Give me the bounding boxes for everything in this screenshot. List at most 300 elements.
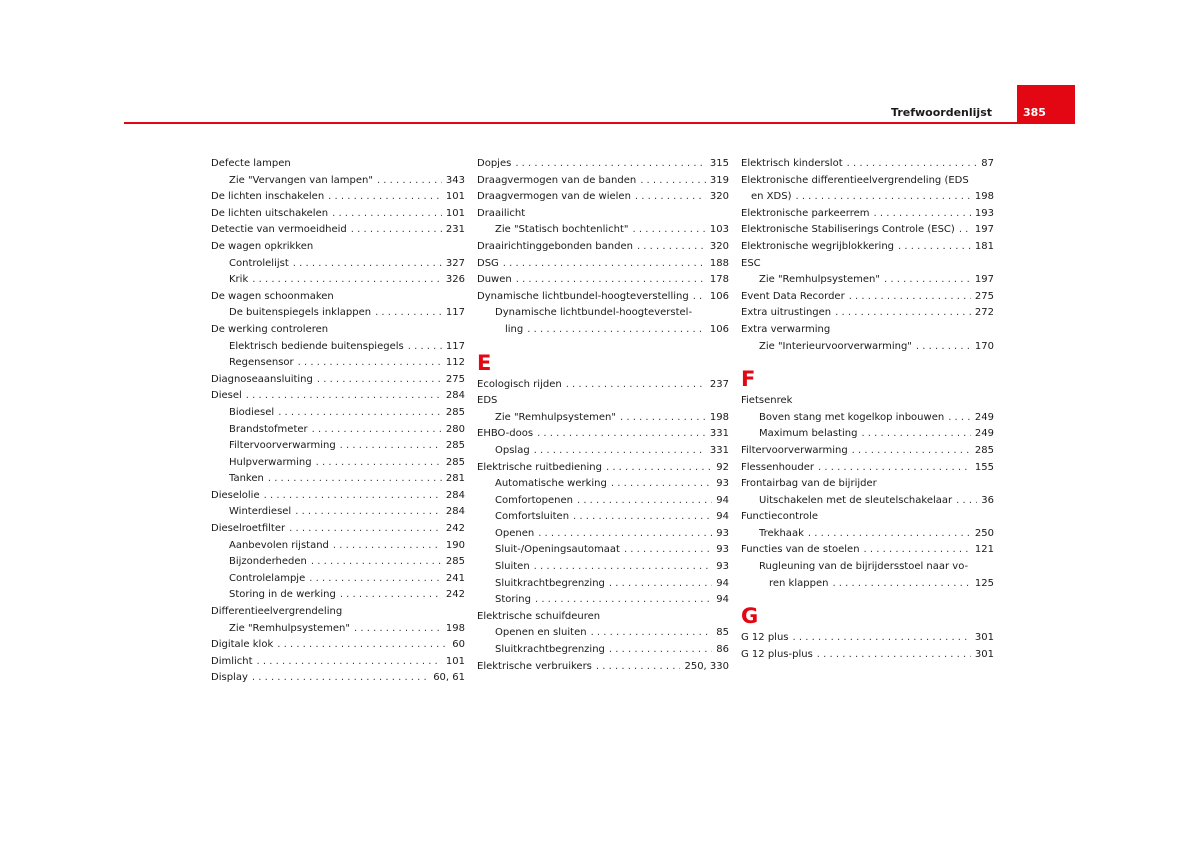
index-entry bbox=[211, 156, 465, 173]
index-subentry bbox=[211, 621, 465, 638]
index-entry-page: 94 bbox=[716, 577, 729, 589]
index-entry-page: 106 bbox=[709, 323, 729, 335]
leader-dots bbox=[573, 509, 712, 526]
leader-dots bbox=[377, 173, 442, 190]
index-entry-page: 188 bbox=[709, 257, 729, 269]
index-entry bbox=[741, 443, 994, 460]
index-entry-page: 193 bbox=[974, 207, 994, 219]
index-entry-term: Zie "Remhulpsystemen" bbox=[229, 622, 350, 634]
index-entry-page: 285 bbox=[974, 444, 994, 456]
index-entry-term: Uitschakelen met de sleutelschakelaar bbox=[759, 494, 953, 506]
index-entry bbox=[741, 289, 994, 306]
index-entry-term: Sluiten bbox=[495, 561, 530, 573]
index-entry-page: 280 bbox=[445, 423, 465, 435]
index-entry-page: 331 bbox=[709, 428, 729, 440]
index-entry-page: 94 bbox=[716, 594, 729, 606]
index-entry bbox=[477, 305, 729, 338]
index-entry bbox=[477, 426, 729, 443]
index-entry-term: Draairichtinggebonden banden bbox=[477, 240, 633, 252]
index-subentry bbox=[741, 272, 994, 289]
leader-dots bbox=[527, 322, 706, 339]
leader-dots bbox=[311, 554, 442, 571]
index-entry-term: Zie "Remhulpsystemen" bbox=[759, 274, 880, 286]
index-entry-term: Event Data Recorder bbox=[741, 290, 845, 302]
leader-dots bbox=[817, 647, 971, 664]
index-entry bbox=[211, 372, 465, 389]
index-entry-term: Draagvermogen van de banden bbox=[477, 174, 637, 186]
index-entry bbox=[477, 393, 729, 410]
index-entry-term: Display bbox=[211, 672, 248, 684]
index-entry-term: Regensensor bbox=[229, 357, 294, 369]
index-entry-term: De lichten uitschakelen bbox=[211, 207, 329, 219]
index-entry-term: Elektronische differentieelvergrendeling (EDS bbox=[741, 174, 969, 186]
index-entry-page: 36 bbox=[981, 494, 994, 506]
index-entry-page: 106 bbox=[709, 290, 729, 302]
leader-dots bbox=[637, 239, 706, 256]
page-number-box bbox=[1017, 85, 1075, 124]
index-entry-term: Openen en sluiten bbox=[495, 627, 587, 639]
index-entry bbox=[477, 189, 729, 206]
leader-dots bbox=[808, 526, 971, 543]
index-entry-term: Differentieelvergrendeling bbox=[211, 606, 343, 618]
leader-dots bbox=[408, 339, 442, 356]
index-subentry bbox=[741, 426, 994, 443]
index-entry bbox=[477, 460, 729, 477]
leader-dots bbox=[252, 670, 429, 687]
index-entry-page: 301 bbox=[974, 648, 994, 660]
index-entry bbox=[211, 488, 465, 505]
leader-dots bbox=[333, 538, 442, 555]
leader-dots bbox=[309, 571, 442, 588]
index-entry-page: 121 bbox=[974, 544, 994, 556]
index-entry-term: De buitenspiegels inklappen bbox=[229, 307, 372, 319]
index-entry-term: De wagen schoonmaken bbox=[211, 290, 334, 302]
index-entry-term: Aanbevolen rijstand bbox=[229, 539, 329, 551]
index-subentry bbox=[477, 493, 729, 510]
index-entry bbox=[741, 206, 994, 223]
index-entry-term: Extra uitrustingen bbox=[741, 307, 832, 319]
index-entry-term: Digitale klok bbox=[211, 639, 274, 651]
index-entry bbox=[741, 239, 994, 256]
leader-dots bbox=[624, 542, 712, 559]
index-entry-page: 198 bbox=[445, 622, 465, 634]
index-entry bbox=[741, 460, 994, 477]
index-entry-term: Winterdiesel bbox=[229, 506, 292, 518]
index-entry-page: 117 bbox=[445, 307, 465, 319]
leader-dots bbox=[818, 460, 971, 477]
index-entry-page: 249 bbox=[974, 411, 994, 423]
index-entry-page: 320 bbox=[709, 191, 729, 203]
index-entry-term: Comfortsluiten bbox=[495, 511, 570, 523]
leader-dots bbox=[916, 339, 971, 356]
index-entry-term: Controlelijst bbox=[229, 257, 289, 269]
index-subentry bbox=[211, 471, 465, 488]
index-entry-term: Diagnoseaansluiting bbox=[211, 373, 313, 385]
index-entry bbox=[211, 388, 465, 405]
leader-dots bbox=[328, 189, 442, 206]
leader-dots bbox=[959, 222, 971, 239]
page-title: Trefwoordenlijst bbox=[891, 106, 992, 119]
index-entry-line bbox=[759, 576, 994, 593]
index-entry-term: Maximum belasting bbox=[759, 428, 858, 440]
index-entry-page: 93 bbox=[716, 478, 729, 490]
leader-dots bbox=[252, 272, 442, 289]
index-entry-term: De wagen opkrikken bbox=[211, 240, 314, 252]
index-entry-page: 241 bbox=[445, 572, 465, 584]
index-subentry bbox=[211, 538, 465, 555]
index-entry bbox=[741, 222, 994, 239]
index-entry-page: 320 bbox=[709, 240, 729, 252]
index-entry bbox=[211, 654, 465, 671]
index-entry-term: Duwen bbox=[477, 274, 512, 286]
index-subentry bbox=[211, 256, 465, 273]
index-entry-term: Hulpverwarming bbox=[229, 456, 312, 468]
index-entry-term: Frontairbag van de bijrijder bbox=[741, 478, 877, 490]
index-entry bbox=[211, 670, 465, 687]
index-subentry bbox=[477, 526, 729, 543]
leader-dots bbox=[640, 173, 706, 190]
leader-dots bbox=[793, 630, 971, 647]
leader-dots bbox=[298, 355, 442, 372]
index-entry bbox=[741, 630, 994, 647]
index-entry bbox=[211, 521, 465, 538]
index-subentry bbox=[211, 173, 465, 190]
index-entry-page: 86 bbox=[716, 644, 729, 656]
index-entry-term: Zie "Vervangen van lampen" bbox=[229, 174, 373, 186]
leader-dots bbox=[566, 377, 706, 394]
leader-dots bbox=[278, 405, 442, 422]
index-entry-term: Filtervoorverwarming bbox=[229, 440, 336, 452]
index-entry bbox=[741, 542, 994, 559]
leader-dots bbox=[316, 455, 442, 472]
leader-dots bbox=[847, 156, 978, 173]
leader-dots bbox=[874, 206, 971, 223]
index-subentry bbox=[477, 443, 729, 460]
index-entry bbox=[741, 322, 994, 339]
index-subentry bbox=[477, 642, 729, 659]
index-subentry bbox=[741, 493, 994, 510]
index-entry-page: 198 bbox=[709, 411, 729, 423]
leader-dots bbox=[609, 576, 712, 593]
index-entry-term: Dynamische lichtbundel-hoogteverstelling bbox=[477, 290, 689, 302]
index-subentry bbox=[477, 576, 729, 593]
index-entry-term: Functiecontrole bbox=[741, 511, 819, 523]
index-entry-page: 101 bbox=[445, 191, 465, 203]
index-entry-term: Sluitkrachtbegrenzing bbox=[495, 577, 605, 589]
index-entry-term: Elektrische schuifdeuren bbox=[477, 610, 601, 622]
index-entry-page: 242 bbox=[445, 589, 465, 601]
index-entry-page: 284 bbox=[445, 489, 465, 501]
index-entry-term: Elektrisch bediende buitenspiegels bbox=[229, 340, 404, 352]
index-entry bbox=[741, 476, 994, 493]
leader-dots bbox=[295, 504, 442, 521]
index-entry-term: G 12 plus bbox=[741, 632, 789, 644]
index-subentry bbox=[477, 542, 729, 559]
index-entry-page: 93 bbox=[716, 544, 729, 556]
index-entry bbox=[477, 609, 729, 626]
index-subentry bbox=[211, 305, 465, 322]
index-entry-page: 198 bbox=[974, 191, 994, 203]
index-entry-page: 315 bbox=[709, 158, 729, 169]
index-entry-page: 103 bbox=[709, 224, 729, 236]
leader-dots bbox=[633, 222, 706, 239]
index-subentry bbox=[477, 509, 729, 526]
index-entry-term: Opslag bbox=[495, 444, 530, 456]
leader-dots bbox=[609, 642, 712, 659]
index-entry-page: 155 bbox=[974, 461, 994, 473]
leader-dots bbox=[606, 460, 712, 477]
index-entry-line bbox=[741, 189, 994, 206]
index-entry-term: Dieselolie bbox=[211, 489, 260, 501]
index-entry-term: Boven stang met kogelkop inbouwen bbox=[759, 411, 945, 423]
index-entry-page: 178 bbox=[709, 274, 729, 286]
leader-dots bbox=[351, 222, 442, 239]
index-entry-term: G 12 plus-plus bbox=[741, 648, 813, 660]
index-entry-term: Elektronische parkeerrem bbox=[741, 207, 870, 219]
index-entry-term: Dimlicht bbox=[211, 655, 253, 667]
index-entry bbox=[477, 377, 729, 394]
leader-dots bbox=[956, 493, 977, 510]
index-entry-term: Zie "Interieurvoorverwarming" bbox=[759, 340, 912, 352]
index-entry bbox=[741, 559, 994, 592]
index-subentry bbox=[477, 222, 729, 239]
section-letter: G bbox=[741, 604, 759, 629]
index-subentry bbox=[211, 504, 465, 521]
index-subentry bbox=[211, 455, 465, 472]
leader-dots bbox=[852, 443, 971, 460]
index-entry-term: De lichten inschakelen bbox=[211, 191, 325, 203]
index-subentry bbox=[477, 410, 729, 427]
index-subentry bbox=[211, 355, 465, 372]
index-subentry bbox=[211, 405, 465, 422]
leader-dots bbox=[832, 576, 970, 593]
index-entry-page: 326 bbox=[445, 274, 465, 286]
index-entry-term: EDS bbox=[477, 395, 498, 407]
index-subentry bbox=[477, 592, 729, 609]
leader-dots bbox=[795, 189, 970, 206]
leader-dots bbox=[515, 156, 706, 173]
index-entry bbox=[741, 393, 994, 410]
index-entry-term: Comfortopenen bbox=[495, 494, 573, 506]
index-entry-term: Zie "Remhulpsystemen" bbox=[495, 411, 616, 423]
index-entry bbox=[211, 289, 465, 306]
index-entry bbox=[741, 173, 994, 206]
index-entry-page: 101 bbox=[445, 655, 465, 667]
header-rule bbox=[124, 122, 1075, 124]
leader-dots bbox=[257, 654, 442, 671]
leader-dots bbox=[538, 526, 712, 543]
index-subentry bbox=[211, 554, 465, 571]
index-entry-page: 285 bbox=[445, 440, 465, 452]
leader-dots bbox=[849, 289, 971, 306]
index-subentry bbox=[211, 272, 465, 289]
index-subentry bbox=[477, 625, 729, 642]
leader-dots bbox=[516, 272, 706, 289]
index-entry-term: Draagvermogen van de wielen bbox=[477, 191, 631, 203]
index-entry-term: Detectie van vermoeidheid bbox=[211, 224, 347, 236]
index-entry-page: 275 bbox=[974, 290, 994, 302]
index-entry-page: 281 bbox=[445, 473, 465, 485]
leader-dots bbox=[596, 659, 681, 676]
index-entry-page: 250, 330 bbox=[684, 660, 729, 672]
index-entry bbox=[477, 272, 729, 289]
index-entry-page: 272 bbox=[974, 307, 994, 319]
section-letter: F bbox=[741, 367, 756, 392]
index-entry-page: 197 bbox=[974, 224, 994, 236]
index-entry-term: Sluitkrachtbegrenzing bbox=[495, 644, 605, 656]
index-entry-page: 284 bbox=[445, 506, 465, 518]
index-entry-page: 190 bbox=[445, 539, 465, 551]
index-entry-term: Brandstofmeter bbox=[229, 423, 308, 435]
index-subentry bbox=[211, 438, 465, 455]
index-entry-term: Elektronische wegrijblokkering bbox=[741, 240, 895, 252]
index-entry-page: 197 bbox=[974, 274, 994, 286]
index-entry bbox=[741, 256, 994, 273]
index-entry bbox=[477, 659, 729, 676]
index-entry-page: 112 bbox=[445, 357, 465, 369]
index-entry-page: 92 bbox=[716, 461, 729, 473]
index-subentry bbox=[741, 410, 994, 427]
index-entry-page: 60, 61 bbox=[433, 672, 465, 684]
index-entry-page: 87 bbox=[981, 158, 994, 169]
index-entry-term: DSG bbox=[477, 257, 499, 269]
leader-dots bbox=[354, 621, 442, 638]
index-entry-term: Zie "Statisch bochtenlicht" bbox=[495, 224, 629, 236]
index-entry-term: Controlelampje bbox=[229, 572, 306, 584]
index-column-2 bbox=[477, 156, 729, 675]
index-entry-term: Dopjes bbox=[477, 158, 512, 169]
index-entry-page: 93 bbox=[716, 527, 729, 539]
leader-dots bbox=[611, 476, 712, 493]
leader-dots bbox=[340, 587, 442, 604]
index-entry-page: 125 bbox=[974, 577, 994, 589]
index-entry-page: 85 bbox=[716, 627, 729, 639]
leader-dots bbox=[948, 410, 971, 427]
leader-dots bbox=[861, 426, 970, 443]
index-entry-term: Elektrisch kinderslot bbox=[741, 158, 843, 169]
index-entry-term: Tanken bbox=[229, 473, 264, 485]
index-entry bbox=[211, 222, 465, 239]
index-entry-page: 93 bbox=[716, 561, 729, 573]
index-entry bbox=[211, 322, 465, 339]
index-entry-term: Sluit-/Openingsautomaat bbox=[495, 544, 620, 556]
index-entry-page: 249 bbox=[974, 428, 994, 440]
index-entry-page: 301 bbox=[974, 632, 994, 644]
leader-dots bbox=[577, 493, 712, 510]
index-entry-page: 94 bbox=[716, 511, 729, 523]
index-entry bbox=[741, 509, 994, 526]
leader-dots bbox=[264, 488, 442, 505]
index-entry bbox=[477, 239, 729, 256]
index-entry-term: Dieselroetfilter bbox=[211, 523, 286, 535]
index-entry-page: 331 bbox=[709, 444, 729, 456]
index-subentry bbox=[477, 476, 729, 493]
index-column-3 bbox=[741, 156, 994, 663]
index-entry-page: 237 bbox=[709, 378, 729, 390]
index-entry-term: Dynamische lichtbundel-hoogteverstel- bbox=[495, 307, 693, 319]
index-entry bbox=[211, 604, 465, 621]
index-entry bbox=[211, 206, 465, 223]
index-entry-page: 242 bbox=[445, 523, 465, 535]
index-entry-term: Extra verwarming bbox=[741, 323, 831, 335]
index-entry-term: Draailicht bbox=[477, 207, 526, 219]
leader-dots bbox=[289, 521, 442, 538]
index-entry-page: 60 bbox=[452, 639, 465, 651]
index-entry-term-continued: ling bbox=[505, 323, 524, 335]
leader-dots bbox=[535, 592, 712, 609]
index-entry-term-continued: en XDS) bbox=[751, 191, 792, 203]
index-entry-term: Biodiesel bbox=[229, 406, 275, 418]
leader-dots bbox=[864, 542, 971, 559]
leader-dots bbox=[317, 372, 442, 389]
index-entry-page: 181 bbox=[974, 240, 994, 252]
leader-dots bbox=[246, 388, 442, 405]
index-entry-term: Fietsenrek bbox=[741, 395, 793, 407]
index-entry-term: Automatische werking bbox=[495, 478, 607, 490]
leader-dots bbox=[293, 256, 442, 273]
index-entry-term: Elektrische verbruikers bbox=[477, 660, 592, 672]
index-entry-term: Storing bbox=[495, 594, 531, 606]
index-entry-page: 117 bbox=[445, 340, 465, 352]
index-entry bbox=[477, 256, 729, 273]
index-entry bbox=[211, 239, 465, 256]
index-entry-term: Flessenhouder bbox=[741, 461, 814, 473]
index-subentry bbox=[211, 571, 465, 588]
index-entry-page: 170 bbox=[974, 340, 994, 352]
index-entry-term: Krik bbox=[229, 274, 249, 286]
index-entry-page: 94 bbox=[716, 494, 729, 506]
index-entry-term: Trekhaak bbox=[759, 527, 804, 539]
leader-dots bbox=[898, 239, 971, 256]
index-entry-page: 275 bbox=[445, 373, 465, 385]
leader-dots bbox=[635, 189, 706, 206]
index-subentry bbox=[741, 526, 994, 543]
index-subentry bbox=[211, 422, 465, 439]
index-subentry bbox=[477, 559, 729, 576]
index-entry-term: Filtervoorverwarming bbox=[741, 444, 848, 456]
leader-dots bbox=[340, 438, 442, 455]
index-entry-page: 101 bbox=[445, 207, 465, 219]
index-entry bbox=[211, 189, 465, 206]
index-entry-term: Elektronische Stabiliserings Controle (ESC) bbox=[741, 224, 955, 236]
leader-dots bbox=[884, 272, 971, 289]
index-entry-term: Diesel bbox=[211, 390, 242, 402]
section-letter: E bbox=[477, 350, 492, 375]
leader-dots bbox=[534, 559, 713, 576]
index-entry-term: EHBO-doos bbox=[477, 428, 534, 440]
index-entry bbox=[477, 206, 729, 223]
index-entry-term: Rugleuning van de bijrijdersstoel naar vo- bbox=[759, 561, 969, 573]
index-entry-term: De werking controleren bbox=[211, 323, 329, 335]
leader-dots bbox=[332, 206, 442, 223]
index-entry bbox=[211, 637, 465, 654]
index-entry bbox=[741, 156, 994, 173]
index-subentry bbox=[211, 587, 465, 604]
index-subentry bbox=[211, 339, 465, 356]
index-entry-page: 343 bbox=[445, 174, 465, 186]
leader-dots bbox=[591, 625, 713, 642]
index-entry bbox=[477, 289, 729, 306]
index-entry-line bbox=[495, 322, 729, 339]
leader-dots bbox=[277, 637, 448, 654]
index-entry-page: 231 bbox=[445, 224, 465, 236]
index-entry-page: 250 bbox=[974, 527, 994, 539]
index-entry bbox=[477, 173, 729, 190]
index-entry-page: 285 bbox=[445, 406, 465, 418]
leader-dots bbox=[537, 426, 706, 443]
index-entry bbox=[477, 156, 729, 173]
leader-dots bbox=[693, 289, 706, 306]
